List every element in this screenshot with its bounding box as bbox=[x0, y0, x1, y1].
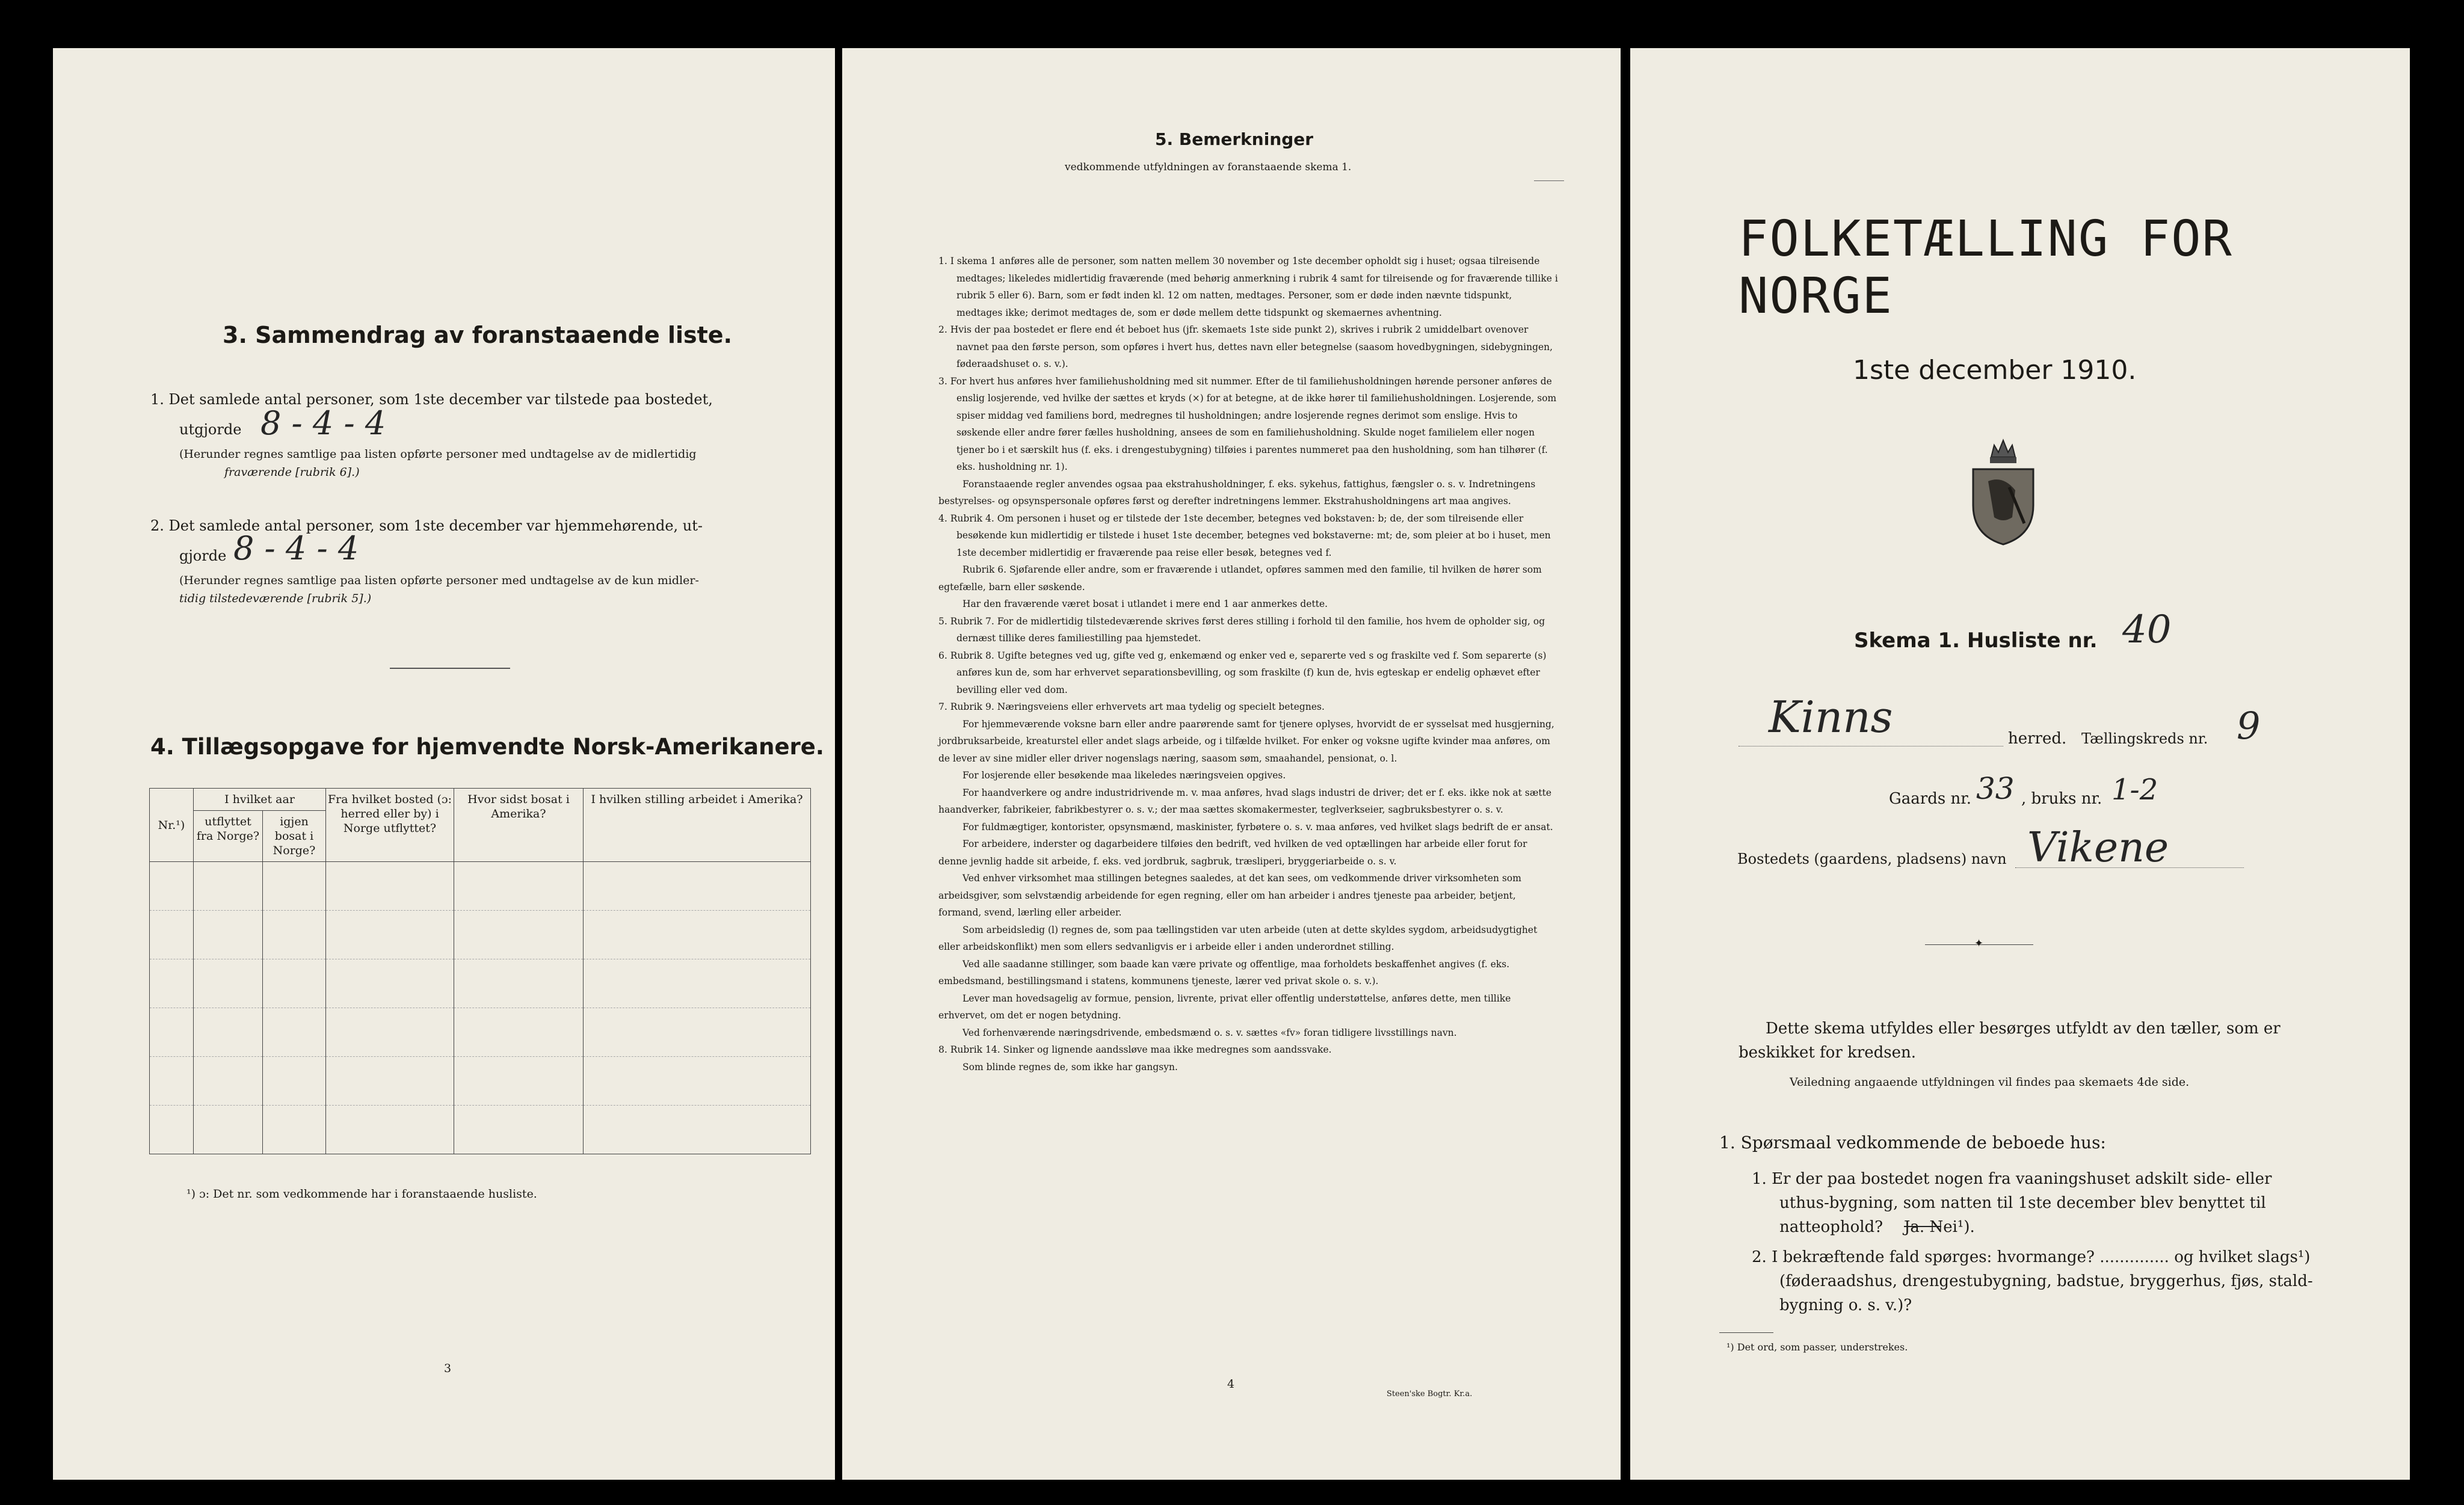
question-1-line-1: 1. Er der paa bostedet nogen fra vaaningshuset adskilt side- eller bbox=[1752, 1170, 2272, 1188]
bosted-handwritten: Vikene bbox=[2027, 824, 2169, 872]
section-3-title: 3. Sammendrag av foranstaaende liste. bbox=[223, 322, 733, 348]
norsk-amerikanere-table bbox=[149, 788, 811, 1154]
remarks-subtitle: vedkommende utfyldningen av foranstaaende skema 1. bbox=[1065, 161, 1352, 173]
ornament-icon: ✦ bbox=[1974, 937, 1984, 950]
question-2-line-3: bygning o. s. v.)? bbox=[1779, 1296, 1912, 1314]
summary-item-1-note-2: fraværende [rubrik 6].) bbox=[224, 466, 360, 479]
section-4-title: 4. Tillægsopgave for hjemvendte Norsk-Amerikanere. bbox=[150, 734, 824, 760]
krets-label: Tællingskreds nr. bbox=[2081, 730, 2208, 747]
remark-7k: Ved forhenværende næringsdrivende, embedsmænd o. s. v. sættes «fv» foran tidligere livsstillings navn. bbox=[962, 1027, 1457, 1038]
summary-item-2-note-2: tidig tilstedeværende [rubrik 5].) bbox=[179, 592, 372, 605]
bosted-line bbox=[2015, 867, 2244, 868]
page-number: 4 bbox=[1227, 1377, 1235, 1391]
bruks-label: , bruks nr. bbox=[2021, 790, 2102, 808]
remarks-title: 5. Bemerkninger bbox=[1155, 129, 1314, 149]
remark-7f: For arbeidere, inderster og dagarbeidere tilføies den bedrift, ved hvilken de ved optællingen har arbeide eller forut for denne jevnlig hadde sit arbeide, f. eks. ved jordbruk, sagbruk, træsliperi, bryggeriarbeide o. s. v. bbox=[938, 839, 1527, 867]
herred-label: herred. bbox=[2008, 730, 2067, 748]
remark-1: 1. I skema 1 anføres alle de personer, som natten mellem 30 november og 1ste december opholdt sig i huset; ogsaa tilreisende medtages; likeledes midlertidig fraværende (med behørig anmerkning i rubrik 4 samt for tilreisende og for fraværende tillike i rubrik 5 eller 6). Barn, som er født inden kl. 12 om natten, medtages. Personer, som er døde inden nævnte tidspunkt, medtages ikke; derimot medtages de, som er døde mellem dette tidspunkt og skemaernes avhentning. bbox=[938, 256, 1558, 318]
remark-5: 5. Rubrik 7. For de midlertidig tilstedeværende skrives først deres stilling i forhold til den familie, hos hvem de opholder sig, og dernæst tillike deres familiestilling paa hjemstedet. bbox=[938, 615, 1545, 644]
gaards-handwritten: 33 bbox=[1976, 771, 2015, 806]
table-row bbox=[150, 1057, 811, 1106]
remark-7b: For hjemmeværende voksne barn eller andre paarørende samt for tjenere oplyses, hvorvidt de er sysselsat med husgjerning, jordbruksarbeide, kreaturstel eller andet slags arbeide, og i tilfælde hvilket. For enker og voksne ugifte kvinder maa anføres, om de lever av sine midler eller driver nogenslags næring, saasom søm, smaahandel, pensionat, o. l. bbox=[938, 718, 1554, 764]
summary-item-1-prefix: utgjorde bbox=[179, 421, 242, 438]
table-row bbox=[150, 862, 811, 911]
remark-7: 7. Rubrik 9. Næringsveiens eller erhvervets art maa tydelig og specielt betegnes. bbox=[938, 701, 1325, 712]
gaards-label: Gaards nr. bbox=[1889, 790, 1972, 808]
remark-2: 2. Hvis der paa bostedet er flere end ét beboet hus (jfr. skemaets 1ste side punkt 2), skrives i rubrik 2 umiddelbart ovenover navnet paa den første person, som opføres i hvert hus, dettes navn eller betegnelse (saasom hovedbygningen, sidebygningen, føderaadshuset o. s. v.). bbox=[938, 324, 1553, 369]
page-4-remarks bbox=[842, 48, 1621, 1480]
footnote: ¹) Det ord, som passer, understrekes. bbox=[1726, 1341, 1908, 1353]
bruks-handwritten: 1-2 bbox=[2111, 773, 2158, 807]
remark-4c: Har den fraværende været bosat i utlandet i mere end 1 aar anmerkes dette. bbox=[962, 599, 1328, 609]
coat-of-arms-icon bbox=[1967, 433, 2039, 547]
census-date: 1ste december 1910. bbox=[1853, 355, 2137, 386]
question-1-answer: Ja. Nei¹). bbox=[1904, 1218, 1975, 1236]
remark-7i: Ved alle saadanne stillinger, som baade kan være private og offentlige, maa forholdets beskaffenhet angives (f. eks. embedsmand, bestillingsmand i statens, kommunens tjeneste, lærer ved privat skole o. s. v.). bbox=[938, 958, 1510, 986]
remarks-list bbox=[938, 253, 1558, 1076]
remark-7c: For losjerende eller besøkende maa likeledes næringsveien opgives. bbox=[962, 770, 1286, 781]
remark-8b: Som blinde regnes de, som ikke har gangsyn. bbox=[962, 1061, 1178, 1073]
question-1-line-2: uthus-bygning, som natten til 1ste december blev benyttet til bbox=[1779, 1194, 2266, 1212]
question-1-line-3: natteophold? bbox=[1779, 1218, 1883, 1236]
summary-item-2: 2. Det samlede antal personer, som 1ste december var hjemmehørende, ut- bbox=[150, 517, 703, 534]
remark-6: 6. Rubrik 8. Ugifte betegnes ved ug, gifte ved g, enkemænd og enker ved e, separerte ved s og fraskilte ved f. Som separerte (s) anføres kun de, som har erhvervet separationsbevilling, og som fraskilte (f) kun de, hvis egteskap er endelig ophævet efter bevilling eller ved dom. bbox=[938, 650, 1547, 695]
summary-item-1: 1. Det samlede antal personer, som 1ste december var tilstede paa bostedet, bbox=[150, 391, 713, 408]
remark-3b: Foranstaaende regler anvendes ogsaa paa ekstrahusholdninger, f. eks. sykehus, fattighus, fængsler o. s. v. Indretningens bestyrelses- og opsynspersonale opføres først og derefter indretningens lemmer. Ekstrahusholdningens art maa angives. bbox=[938, 478, 1536, 506]
herred-handwritten: Kinns bbox=[1769, 692, 1893, 742]
page-3-summary bbox=[53, 48, 835, 1480]
bosted-label: Bostedets (gaardens, pladsens) navn bbox=[1737, 851, 2007, 867]
remark-7j: Lever man hovedsagelig av formue, pension, livrente, privat eller offentlig understøttelse, anføres dette, men tillike erhvervet, om det er nogen betydning. bbox=[938, 993, 1511, 1021]
remark-7h: Som arbeidsledig (l) regnes de, som paa tællingstiden var uten arbeide (uten at dette skyldes sygdom, arbeidsudygtighet eller arbeidskonflikt) men som ellers sedvanligvis er i arbeide eller i anden underordnet stilling. bbox=[938, 924, 1538, 952]
printer-mark: Steen'ske Bogtr. Kr.a. bbox=[1387, 1390, 1473, 1399]
table-row bbox=[150, 911, 811, 959]
col-nr: Nr.¹) bbox=[150, 789, 194, 862]
table-row bbox=[150, 959, 811, 1008]
guidance-note: Veiledning angaaende utfyldningen vil findes paa skemaets 4de side. bbox=[1790, 1076, 2190, 1089]
census-title: FOLKETÆLLING FOR NORGE bbox=[1739, 211, 2233, 325]
skema-label: Skema 1. Husliste nr. bbox=[1854, 629, 2098, 653]
col-occupation: I hvilken stilling arbeidet i Amerika? bbox=[584, 789, 811, 862]
question-2-line-1: 2. I bekræftende fald spørges: hvormange? .............. og hvilket slags¹) bbox=[1752, 1248, 2311, 1266]
divider bbox=[1534, 180, 1564, 181]
intro-line-1: Dette skema utfyldes eller besørges utfyldt av den tæller, som er bbox=[1766, 1020, 2281, 1038]
remark-8: 8. Rubrik 14. Sinker og lignende aandssløve maa ikke medregnes som aandssvake. bbox=[938, 1044, 1332, 1055]
intro-line-2: beskikket for kredsen. bbox=[1739, 1044, 1916, 1062]
ja-strikethrough bbox=[1904, 1226, 1941, 1227]
section-divider bbox=[390, 668, 510, 669]
present-count-handwritten: 8 - 4 - 4 bbox=[260, 404, 386, 442]
footnote-rule bbox=[1719, 1332, 1773, 1333]
summary-item-2-note: (Herunder regnes samtlige paa listen opførte personer med undtagelse av de kun midler- bbox=[179, 574, 699, 587]
remark-7e: For fuldmægtiger, kontorister, opsynsmænd, maskinister, fyrbøtere o. s. v. maa anføres, ved hvilket slags bedrift de er ansat. bbox=[962, 821, 1553, 833]
cover-page bbox=[1630, 48, 2410, 1480]
table-row bbox=[150, 1008, 811, 1057]
remark-7g: Ved enhver virksomhet maa stillingen betegnes saaledes, at det kan sees, om vedkommende driver virksomheten som arbeidsgiver, som selvstændig arbeidende for egen regning, eller om han arbeider i andres tjeneste paa arbeider, betjent, formand, svend, lærling eller arbeider. bbox=[938, 873, 1521, 918]
table-row bbox=[150, 1106, 811, 1154]
summary-item-2-prefix: gjorde bbox=[179, 547, 227, 564]
col-group-year: I hvilket aar bbox=[194, 789, 326, 811]
remark-4: 4. Rubrik 4. Om personen i huset og er tilstede der 1ste december, betegnes ved bokstaven: b; de, der som tilreisende eller besøkende kun midlertidig er tilstede i huset 1ste december, betegnes ved bokstaverne: mt; de, som pleier at bo i huset, men 1ste december midlertidig er fraværende paa reise eller besøk, betegnes ved f. bbox=[938, 512, 1551, 558]
table-footnote: ¹) ɔ: Det nr. som vedkommende har i foranstaaende husliste. bbox=[186, 1187, 537, 1201]
krets-handwritten: 9 bbox=[2237, 704, 2261, 748]
question-2-line-2: (føderaadshus, drengestubygning, badstue, bryggerhus, fjøs, stald- bbox=[1779, 1272, 2313, 1290]
husliste-nr-handwritten: 40 bbox=[2122, 608, 2172, 652]
col-emigrated: utflyttet fra Norge? bbox=[194, 811, 263, 862]
remark-3: 3. For hvert hus anføres hver familiehusholdning med sit nummer. Efter de til familiehusholdningen hørende personer anføres de enslig losjerende, ved hvilke der sættes et kryds (×) for at betegne, at de ikke hører til familiehusholdningen. Losjerende, som spiser middag ved familiens bord, medregnes til husholdningen; andre losjerende regnes derimot som enslige. Hvis to søskende eller andre fører fælles husholdning, ansees de som en familiehusholdning. Skulde noget familielem eller nogen tjener bo i et særskilt hus (f. eks. i drengestubygning) tilføies i parentes nummeret paa den husholdning, som han tilhører (f. eks. husholdning nr. 1). bbox=[938, 375, 1557, 472]
col-last-america: Hvor sidst bosat i Amerika? bbox=[454, 789, 584, 862]
remark-4b: Rubrik 6. Sjøfarende eller andre, som er fraværende i utlandet, opføres sammen med den familie, til hvilken de hører som egtefælle, barn eller søskende. bbox=[938, 564, 1542, 592]
summary-item-1-note: (Herunder regnes samtlige paa listen opførte personer med undtagelse av de midlertidig bbox=[179, 448, 697, 461]
page-number: 3 bbox=[444, 1362, 452, 1375]
resident-count-handwritten: 8 - 4 - 4 bbox=[233, 529, 359, 567]
remark-7d: For haandverkere og andre industridrivende m. v. maa anføres, hvad slags industri de driver; det er f. eks. ikke nok at sætte haandverker, fabrikeier, fabrikbestyrer o. s. v.; der maa sættes skomakermester, teglverkseier, sagbruksbestyrer o. s. v. bbox=[938, 787, 1552, 815]
col-returned: igjen bosat i Norge? bbox=[263, 811, 326, 862]
col-from-place: Fra hvilket bosted (ɔ: herred eller by) i Norge utflyttet? bbox=[326, 789, 454, 862]
question-section-title: 1. Spørsmaal vedkommende de beboede hus: bbox=[1719, 1133, 2106, 1153]
